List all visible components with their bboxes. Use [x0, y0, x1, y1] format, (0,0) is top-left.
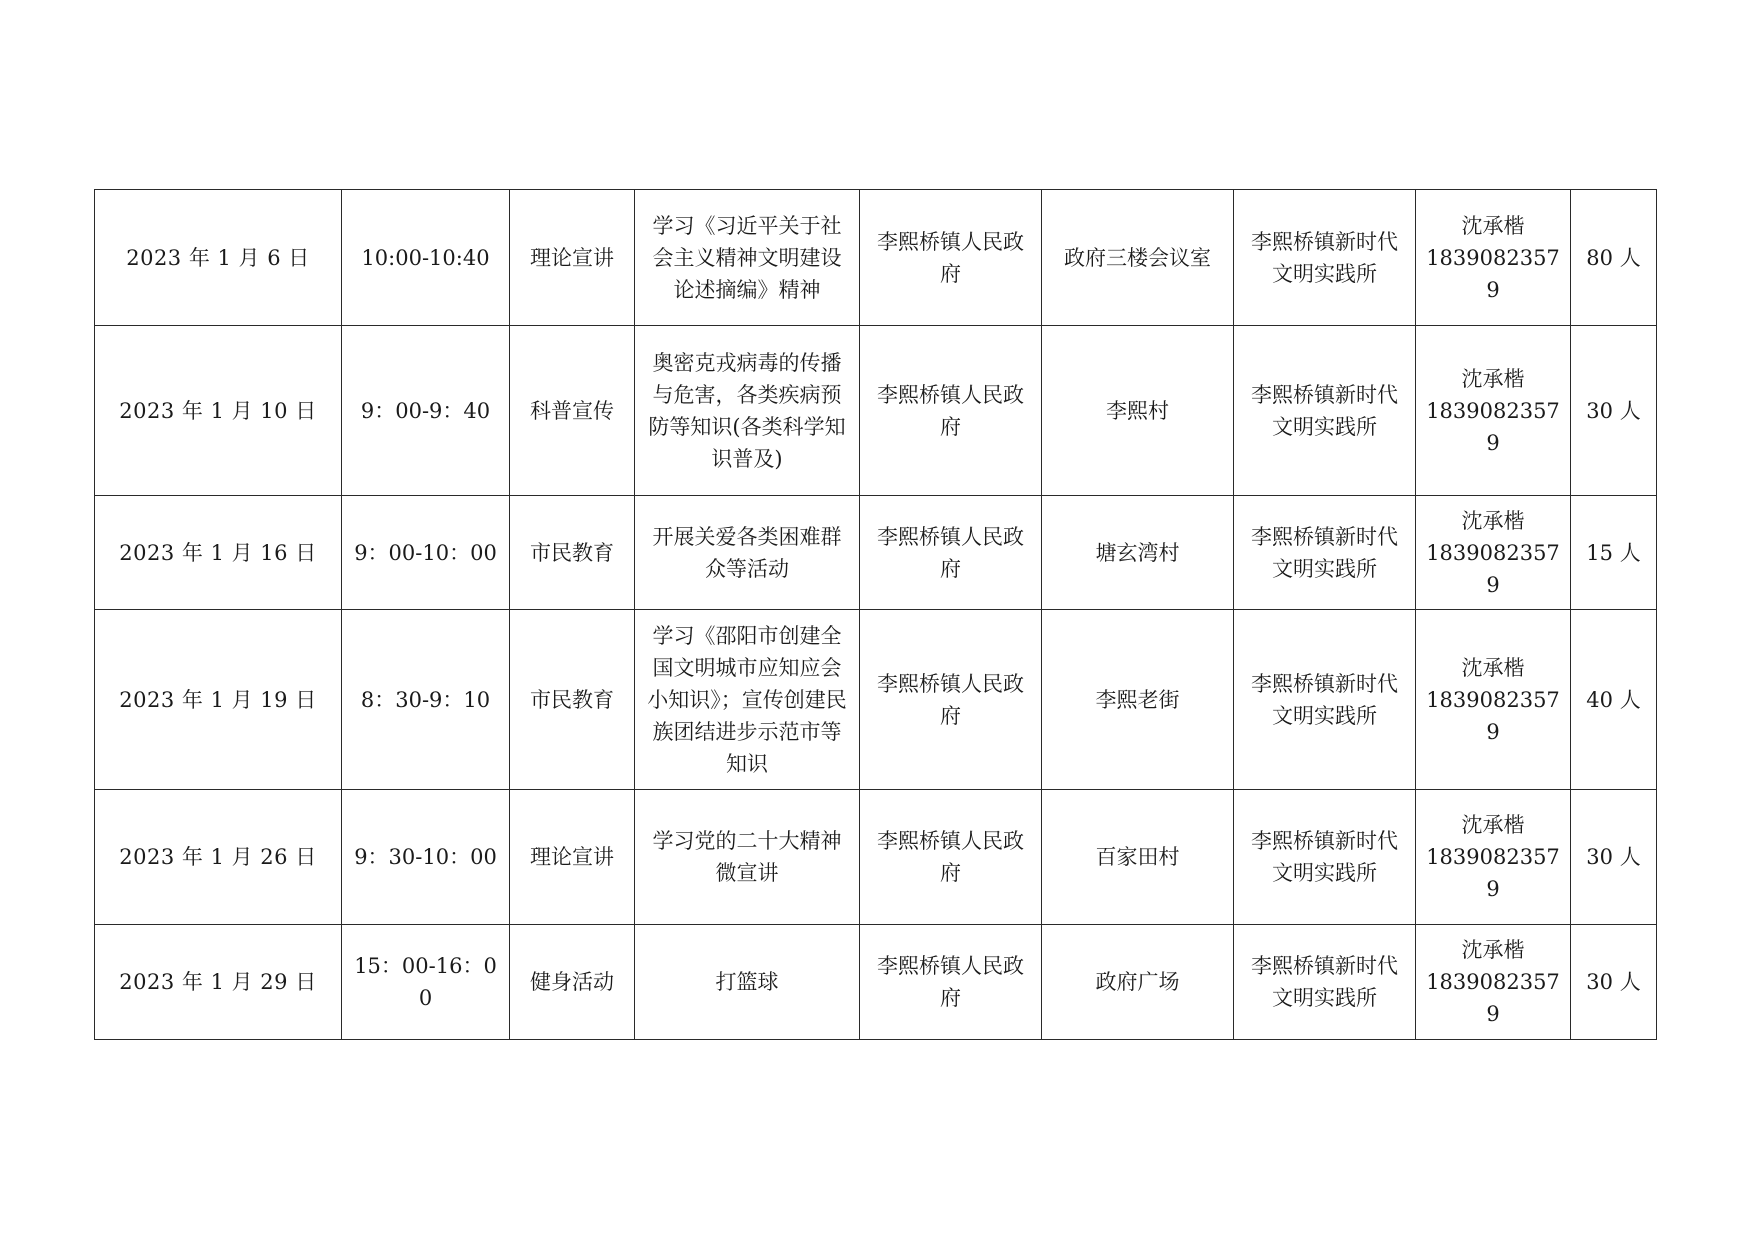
contact-phone: 18390823579: [1426, 687, 1560, 744]
organizer-cell: 李熙桥镇人民政府: [860, 925, 1042, 1040]
place-cell: 李熙老街: [1042, 610, 1234, 790]
contact-phone: 18390823579: [1426, 398, 1560, 455]
unit-cell: 李熙桥镇新时代文明实践所: [1234, 790, 1416, 925]
contact-phone: 18390823579: [1426, 540, 1560, 597]
unit-cell: 李熙桥镇新时代文明实践所: [1234, 610, 1416, 790]
contact-phone: 18390823579: [1426, 845, 1560, 901]
date-cell: 2023 年 1 月 26 日: [95, 790, 342, 925]
activity-type-cell: 健身活动: [510, 925, 635, 1040]
date-cell: 2023 年 1 月 16 日: [95, 496, 342, 610]
organizer-cell: 李熙桥镇人民政府: [860, 496, 1042, 610]
contact-phone: 18390823579: [1426, 970, 1560, 1026]
activity-type-cell: 市民教育: [510, 496, 635, 610]
contact-cell: [1416, 496, 1571, 610]
contact-name: 沈承楷: [1461, 938, 1525, 962]
organizer-cell: 李熙桥镇人民政府: [860, 326, 1042, 496]
time-cell: 9：00-10：00: [342, 496, 510, 610]
place-cell: 政府三楼会议室: [1042, 190, 1234, 326]
organizer-cell: 李熙桥镇人民政府: [860, 190, 1042, 326]
unit-cell: 李熙桥镇新时代文明实践所: [1234, 496, 1416, 610]
place-cell: 塘玄湾村: [1042, 496, 1234, 610]
content-cell: 学习《邵阳市创建全国文明城市应知应会小知识》；宣传创建民族团结进步示范市等知识: [635, 610, 860, 790]
date-cell: 2023 年 1 月 6 日: [95, 190, 342, 326]
contact-cell: [1416, 326, 1571, 496]
table-row: [95, 326, 1657, 496]
time-cell: 10:00-10:40: [342, 190, 510, 326]
place-cell: 李熙村: [1042, 326, 1234, 496]
contact-cell: [1416, 190, 1571, 326]
contact-cell: [1416, 925, 1571, 1040]
organizer-cell: 李熙桥镇人民政府: [860, 610, 1042, 790]
content-cell: 学习《习近平关于社会主义精神文明建设论述摘编》精神: [635, 190, 860, 326]
content-cell: 打篮球: [635, 925, 860, 1040]
content-cell: 开展关爱各类困难群 众等活动: [635, 496, 860, 610]
contact-name: 沈承楷: [1461, 655, 1525, 680]
date-cell: 2023 年 1 月 10 日: [95, 326, 342, 496]
table-row: [95, 190, 1657, 326]
date-cell: 2023 年 1 月 29 日: [95, 925, 342, 1040]
contact-name: 沈承楷: [1461, 213, 1525, 238]
participant-count-cell: 15 人: [1571, 496, 1657, 610]
time-cell: 9：30-10：00: [342, 790, 510, 925]
place-cell: 百家田村: [1042, 790, 1234, 925]
content-cell: 奥密克戎病毒的传播与危害，各类疾病预防等知识(各类科学知识普及): [635, 326, 860, 496]
activity-type-cell: 理论宣讲: [510, 190, 635, 326]
content-cell: 学习党的二十大精神 微宣讲: [635, 790, 860, 925]
table-row: [95, 790, 1657, 925]
table-row: [95, 610, 1657, 790]
activity-schedule-table: [94, 189, 1657, 1040]
participant-count-cell: 30 人: [1571, 790, 1657, 925]
time-cell: 15：00-16：00: [342, 925, 510, 1040]
organizer-cell: 李熙桥镇人民政府: [860, 790, 1042, 925]
unit-cell: 李熙桥镇新时代文明实践所: [1234, 326, 1416, 496]
place-cell: 政府广场: [1042, 925, 1234, 1040]
participant-count-cell: 30 人: [1571, 326, 1657, 496]
contact-cell: [1416, 610, 1571, 790]
time-cell: 8：30-9：10: [342, 610, 510, 790]
participant-count-cell: 80 人: [1571, 190, 1657, 326]
contact-name: 沈承楷: [1461, 813, 1525, 837]
unit-cell: 李熙桥镇新时代文明实践所: [1234, 925, 1416, 1040]
unit-cell: 李熙桥镇新时代文明实践所: [1234, 190, 1416, 326]
date-cell: 2023 年 1 月 19 日: [95, 610, 342, 790]
contact-name: 沈承楷: [1461, 508, 1525, 533]
activity-type-cell: 理论宣讲: [510, 790, 635, 925]
contact-name: 沈承楷: [1461, 366, 1525, 391]
participant-count-cell: 30 人: [1571, 925, 1657, 1040]
contact-cell: [1416, 790, 1571, 925]
activity-type-cell: 市民教育: [510, 610, 635, 790]
table-row: [95, 925, 1657, 1040]
activity-type-cell: 科普宣传: [510, 326, 635, 496]
participant-count-cell: 40 人: [1571, 610, 1657, 790]
time-cell: 9：00-9：40: [342, 326, 510, 496]
contact-phone: 18390823579: [1426, 245, 1560, 302]
table-row: [95, 496, 1657, 610]
